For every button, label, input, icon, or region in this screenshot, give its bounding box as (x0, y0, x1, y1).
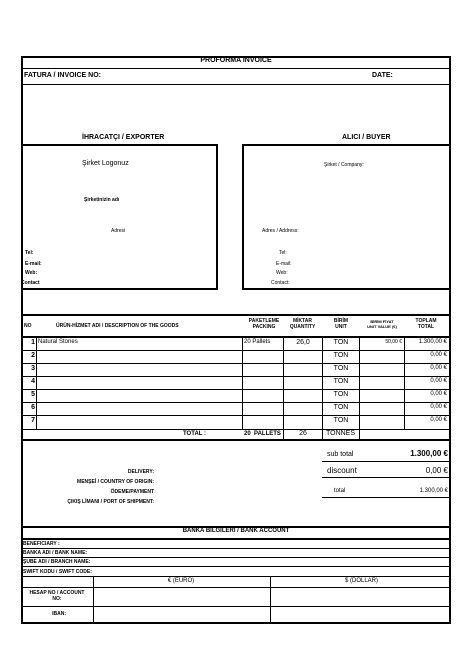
cell-packing: 20 Pallets (244, 339, 271, 345)
divider (21, 68, 451, 69)
cell-total: 0,00 € (430, 378, 447, 384)
euro-label: € (EURO) (167, 578, 195, 584)
discount-value: 0,00 € (425, 466, 448, 475)
table-bottom-border (21, 439, 451, 441)
cell-price: 50,00 € (385, 339, 402, 345)
exporter-logo: Şirket Logonuz (82, 160, 129, 167)
buyer-web: Web: (276, 270, 288, 276)
subtotal-label: sub total (327, 451, 354, 458)
cell-total: 0,00 € (430, 391, 447, 397)
exporter-heading: İHRACATÇI / EXPORTER (82, 134, 165, 141)
divider (21, 84, 451, 85)
branch-name-label: ŞUBE ADI / BRANCH NAME: (23, 559, 91, 565)
exporter-email: E-mail: (25, 261, 42, 267)
invoice-no-label: FATURA / INVOICE NO: (24, 72, 101, 79)
table-row-line (21, 389, 451, 390)
cell-no: 4 (31, 378, 35, 385)
cell-no: 2 (31, 352, 35, 359)
delivery-label: DELIVERY: (127, 469, 154, 475)
bank-name-label: BANKA ADI / BANK NAME: (23, 550, 88, 556)
buyer-tel: Tel: (279, 250, 287, 256)
swift-label: SWIFT KODU / SWIFT CODE: (23, 569, 92, 575)
exporter-address: Adresi (111, 228, 126, 234)
divider (21, 557, 451, 558)
table-row-line (21, 376, 451, 377)
grid-line (93, 576, 94, 624)
cell-total: 1.300,00 € (418, 339, 447, 345)
subtotal-value: 1.300,00 € (410, 449, 448, 458)
cell-no: 3 (31, 365, 35, 372)
buyer-heading: ALICI / BUYER (342, 134, 391, 141)
table-row-line (21, 363, 451, 364)
discount-label: discount (327, 466, 357, 475)
port-label: ÇIKIŞ LİMANI / PORT OF SHIPMENT: (67, 499, 154, 505)
cell-unit: TON (333, 417, 349, 424)
exporter-contact: Contact (21, 280, 40, 286)
divider (21, 548, 451, 549)
total-summary-value: 1.300,00 € (419, 488, 448, 494)
bank-heading: BANKA BİLGİLERİ / BANK ACCOUNT (182, 528, 290, 534)
col-header-total: TOPLAM TOTAL (415, 318, 437, 330)
buyer-email: E-mail: (276, 261, 292, 267)
grid-line (283, 336, 284, 439)
cell-desc: Natural Stones (38, 339, 78, 345)
divider (322, 477, 449, 478)
cell-no: 5 (31, 391, 35, 398)
table-row-line (21, 350, 451, 351)
buyer-address: Adres / Address: (262, 228, 299, 234)
divider (21, 576, 451, 577)
cell-unit: TON (333, 391, 349, 398)
invoice-title: PROFORMA INVOICE (200, 57, 272, 64)
table-row-line (21, 402, 451, 403)
cell-no: 1 (31, 339, 35, 346)
dollar-label: $ (DOLLAR) (344, 578, 378, 584)
cell-no: 7 (31, 417, 35, 424)
exporter-tel: Tel: (25, 250, 34, 256)
divider (322, 497, 449, 498)
cell-total: 0,00 € (430, 404, 447, 410)
table-row-line (21, 415, 451, 416)
table-header-border (21, 336, 451, 338)
cell-unit: TON (333, 352, 349, 359)
cell-total: 0,00 € (430, 365, 447, 371)
col-header-desc: ÜRÜN-HİZMET ADI / DESCRIPTION OF THE GOODS (56, 323, 179, 329)
date-label: DATE: (372, 72, 393, 79)
col-header-packing: PAKETLEME PACKING (248, 318, 280, 330)
total-unit: TONNES (325, 430, 356, 437)
cell-unit: TON (333, 365, 349, 372)
cell-total: 0,00 € (430, 417, 447, 423)
iban-label: IBAN: (52, 611, 66, 617)
divider (21, 566, 451, 567)
total-pallets: 20 PALLETS (244, 431, 281, 437)
buyer-company: Şirket / Company: (324, 162, 364, 168)
total-label: TOTAL : (183, 431, 206, 437)
total-summary-label: total (334, 488, 346, 494)
col-header-unit-value: BİRİM FİYAT UNIT VALUE (€) (367, 319, 397, 329)
beneficiary-label: BENEFICIARY : (23, 541, 60, 547)
divider (21, 429, 451, 430)
col-header-unit: BİRİM UNIT (333, 318, 349, 330)
exporter-web: Web: (25, 270, 38, 276)
table-top-border (21, 314, 451, 316)
exporter-company-name: Şirketinizin adı (84, 197, 120, 203)
total-quantity: 26 (299, 430, 307, 437)
cell-unit: TON (333, 404, 349, 411)
cell-unit: TON (333, 378, 349, 385)
col-header-no: NO (24, 323, 32, 329)
cell-qty: 26,0 (296, 339, 310, 346)
col-header-quantity: MİKTAR QUANTITY (289, 318, 316, 330)
grid-line (359, 336, 360, 439)
divider (322, 461, 449, 462)
account-no-label: HESAP NO / ACCOUNT NO: (29, 590, 85, 602)
origin-label: MENŞEİ / COUNTRY OF ORIGIN: (77, 479, 154, 485)
cell-total: 0,00 € (430, 352, 447, 358)
cell-no: 6 (31, 404, 35, 411)
cell-unit: TON (333, 339, 349, 346)
payment-label: ÖDEME/PAYMENT (110, 489, 154, 495)
divider (21, 587, 451, 588)
buyer-contact: Contact: (271, 280, 290, 286)
divider (21, 538, 451, 540)
grid-line (270, 576, 271, 624)
divider (21, 606, 451, 607)
